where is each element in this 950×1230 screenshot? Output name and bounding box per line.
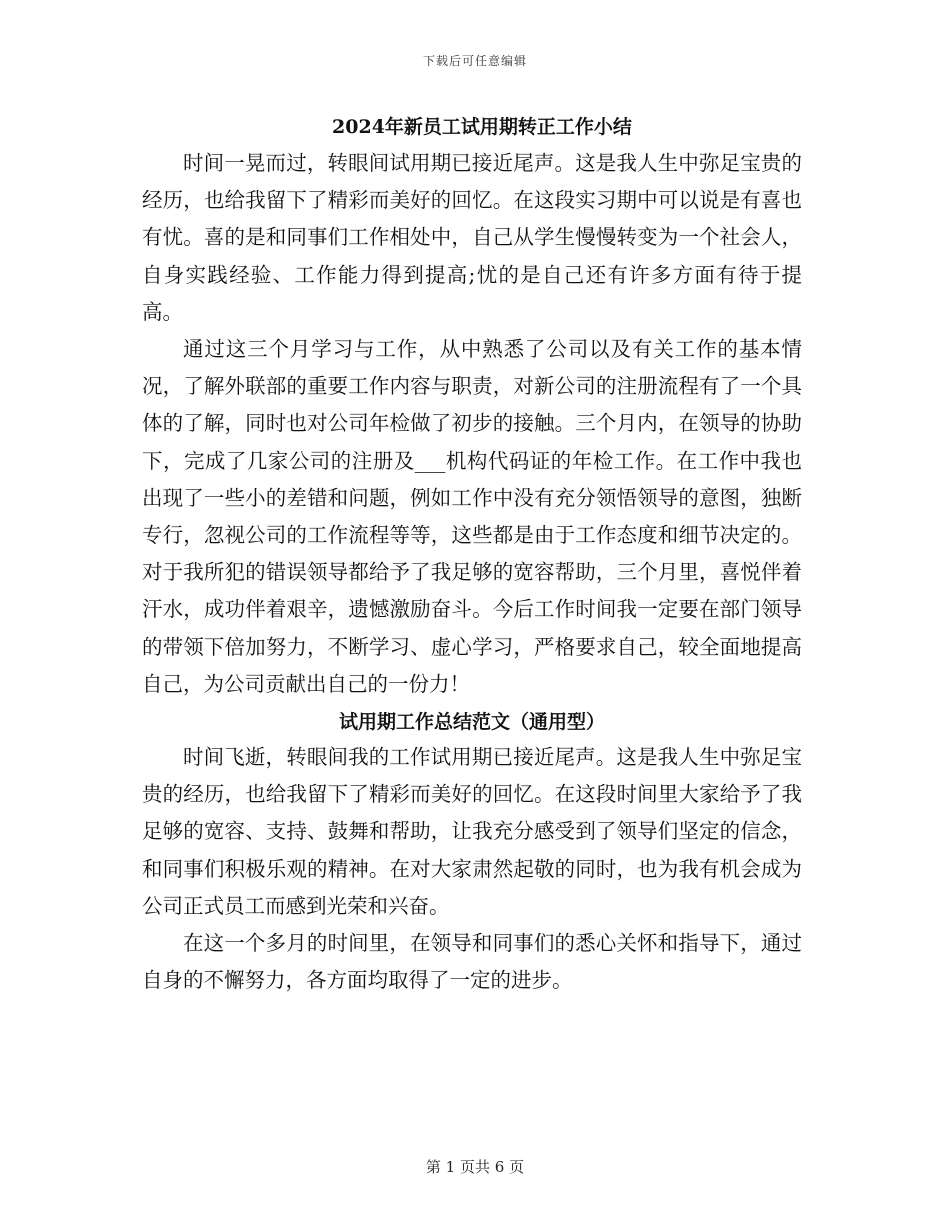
document-body — [142, 112, 802, 999]
document-title: 2024年新员工试用期转正工作小结 — [332, 116, 632, 138]
page-header-note: 下载后可任意编辑 — [422, 54, 527, 68]
paragraph: 时间一晃而过，转眼间试用期已接近尾声。这是我人生中弥足宝贵的经历，也给我留下了精彩而美好的回忆。在这段实习期中可以说是有喜也有忧。喜的是和同事们工作相处中，自己从学生慢慢转变为一个社会人，自身实践经验、工作能力得到提高;忧的是自己还有许多方面有待于提高。 — [142, 151, 802, 324]
paragraph: 在这一个多月的时间里，在领导和同事们的悉心关怀和指导下，通过自身的不懈努力，各方面均取得了一定的进步。 — [142, 931, 802, 993]
paragraph: 时间飞逝，转眼间我的工作试用期已接近尾声。这是我人生中弥足宝贵的经历，也给我留下了精彩而美好的回忆。在这段时间里大家给予了我足够的宽容、支持、鼓舞和帮助，让我充分感受到了领导们坚定的信念，和同事们积极乐观的精神。在对大家肃然起敬的同时，也为我有机会成为公司正式员工而感到光荣和兴奋。 — [142, 745, 802, 918]
section-title: 试用期工作总结范文（通用型） — [338, 711, 605, 734]
page-number: 第 1 页共 6 页 — [425, 1158, 525, 1176]
paragraph: 通过这三个月学习与工作，从中熟悉了公司以及有关工作的基本情况，了解外联部的重要工作内容与职责，对新公司的注册流程有了一个具体的了解，同时也对公司年检做了初步的接触。三个月内，在领导的协助下，完成了几家公司的注册及___机构代码证的年检工作。在工作中我也出现了一些小的差错和问题，例如工作中没有充分领悟领导的意图，独断专行，忽视公司的工作流程等等，这些都是由于工作态度和细节决定的。对于我所犯的错误领导都给予了我足够的宽容帮助，三个月里，喜悦伴着汗水，成功伴着艰辛，遗憾激励奋斗。今后工作时间我一定要在部门领导的带领下倍加努力，不断学习、虚心学习，严格要求自己，较全面地提高自己，为公司贡献出自己的一份力！ — [142, 337, 802, 696]
